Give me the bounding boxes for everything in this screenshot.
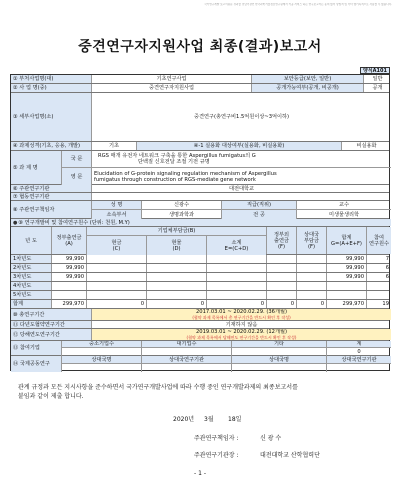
budget-gov-header xyxy=(51,227,86,254)
gov-header-line-2: (A) xyxy=(65,240,73,247)
gov-header-line-1: 정부출연금 xyxy=(56,234,82,241)
people-cell: 6 xyxy=(366,273,391,281)
othergov-cell xyxy=(266,264,296,272)
othergov-header-line-3: (F) xyxy=(277,243,286,250)
pi-department-value: 생명과학과 xyxy=(141,210,221,219)
budget-inkind-header xyxy=(146,236,206,255)
project-nature-label: ④ 과제성격(기초, 응용, 개발) xyxy=(11,142,91,150)
institution-head-label: 주관연구기관장 : xyxy=(194,452,239,459)
partner-cell xyxy=(296,282,326,290)
total-period-value xyxy=(91,309,391,320)
total-people-cell: 19 xyxy=(366,300,391,308)
year-cell: 1차년도 xyxy=(11,255,51,263)
pi-position-value: 교수 xyxy=(296,201,391,210)
othergov-cell xyxy=(266,282,296,290)
budget-section-title: ⑨ 연구개발비 및 참여연구원수 (단위: 천원, M.Y) xyxy=(18,219,130,226)
budget-cash-header xyxy=(86,236,146,255)
cash-cell xyxy=(86,273,146,281)
row-program-name xyxy=(11,84,389,93)
project-title-label: ⑤ 과 제 명 xyxy=(11,151,61,184)
submission-statement-line-1: 관계 규정과 모든 지시사항을 준수하면서 국가연구개발사업에 따라 수행 중인 연구개발과제의 최종보고서를 xyxy=(18,384,298,391)
subtotal-cell xyxy=(206,291,266,299)
people-cell xyxy=(366,282,391,290)
row-ministry-program xyxy=(11,75,389,84)
date-day: 18일 xyxy=(228,416,242,423)
sme-count-header: 중소기업수 xyxy=(61,341,141,348)
pi-name-value: 신광수 xyxy=(141,201,221,210)
program-name-value: 중견연구자지원사업 xyxy=(91,84,251,92)
partner-institute-value-1 xyxy=(141,364,231,372)
table-row xyxy=(11,291,389,300)
institution-head-name: 대전대학교 산학협력단 xyxy=(260,452,320,459)
pi-signature-label: 주관연구책임자 : xyxy=(194,435,239,442)
sub-program-value: 중견연구(총연구비1.5억원이상~3억이하) xyxy=(91,93,391,141)
total-period-note: (협약 과제 목록에서 총 연구기간을 반드시 확인 후 작성) xyxy=(192,315,291,320)
partner-institution-label: ⑦ 협동연구기관 xyxy=(11,193,91,200)
total-sum-cell: 299,970 xyxy=(326,300,366,308)
cash-cell xyxy=(86,291,146,299)
year-cell: 2차년도 xyxy=(11,264,51,272)
othergov-header-line-2: 출연금 xyxy=(273,237,290,244)
date-month: 3월 xyxy=(204,416,214,423)
pi-major-label: 전 공 xyxy=(221,210,296,219)
partner-institution-value xyxy=(91,193,391,200)
total-inkind-cell: 0 xyxy=(146,300,206,308)
current-period-note: (협약 과제 목록에서 당해연도 연구기간을 반드시 확인 후 작성) xyxy=(186,335,297,340)
row-sub-program xyxy=(11,93,389,142)
othergov-cell xyxy=(266,255,296,263)
people-cell: 6 xyxy=(366,264,391,272)
total-cash-cell: 0 xyxy=(86,300,146,308)
row-principal-investigator xyxy=(11,201,389,219)
inkind-cell xyxy=(146,291,206,299)
total-gov-cell: 299,970 xyxy=(51,300,86,308)
korean-title-line-2: 단백질 신호전달 조절 기전 규명 xyxy=(138,159,210,165)
othergov-header-line-1: 정부외 xyxy=(273,231,290,238)
sum-cell xyxy=(326,291,366,299)
sum-cell: 99,990 xyxy=(326,255,366,263)
table-row xyxy=(11,255,389,264)
inkind-cell xyxy=(146,264,206,272)
inkind-cell xyxy=(146,255,206,263)
other-company-header: 기타 xyxy=(231,341,326,348)
security-level-value: 일반 xyxy=(363,75,391,83)
other-company-value xyxy=(231,348,326,356)
cash-header-line-1: 현금 xyxy=(111,239,122,246)
pi-position-label: 직급(직위) xyxy=(221,201,296,210)
inkind-cell xyxy=(146,282,206,290)
row-current-period xyxy=(11,329,389,341)
english-title-value xyxy=(91,168,391,185)
korean-title-value xyxy=(91,151,391,168)
row-lead-institution xyxy=(11,185,389,193)
total-period-label: ⑩ 총연구기간 xyxy=(11,309,91,320)
row-international-collab xyxy=(11,356,389,372)
year-cell: 5차년도 xyxy=(11,291,51,299)
commercialization-value: 비실용화 xyxy=(341,142,391,150)
pi-name-label: 성 명 xyxy=(91,201,141,210)
year-cell: 3차년도 xyxy=(11,273,51,281)
partner-cell xyxy=(296,255,326,263)
subtotal-cell xyxy=(206,282,266,290)
page-number: - 1 - xyxy=(194,470,206,477)
table-total-row xyxy=(11,300,389,309)
subtotal-cell xyxy=(206,273,266,281)
row-project-nature xyxy=(11,142,389,151)
commercialization-label: ④-1 실용화 대상여부(실용화, 비실용화) xyxy=(136,142,341,150)
people-cell: 7 xyxy=(366,255,391,263)
partner-country-value-1 xyxy=(61,364,141,372)
disclosure-value: 공개 xyxy=(363,84,391,92)
sum-header-line-2: G=(A+E+F) xyxy=(331,240,362,247)
partner-cell xyxy=(296,291,326,299)
multiyear-period-value: 기재하지 않음 xyxy=(91,321,391,328)
korean-title-label: 국 문 xyxy=(61,151,91,168)
project-nature-value: 기초 xyxy=(91,142,136,150)
large-company-value xyxy=(141,348,231,356)
total-partner-cell: 0 xyxy=(296,300,326,308)
report-form-table xyxy=(10,74,390,371)
budget-people-header xyxy=(366,227,391,254)
gov-cell xyxy=(51,291,86,299)
cash-header-line-2: (C) xyxy=(112,245,121,252)
pi-signature-name: 신 광 수 xyxy=(260,435,282,442)
pi-department-label: 소속부서 xyxy=(91,210,141,219)
inkind-header-line-2: (D) xyxy=(172,245,181,252)
total-label-cell: 합계 xyxy=(11,300,51,308)
company-total-value: 0 xyxy=(326,348,391,356)
year-cell: 4차년도 xyxy=(11,282,51,290)
row-project-title xyxy=(11,151,389,185)
budget-corp-header: 기업체부담금(B) xyxy=(86,227,266,236)
partner-institute-value-2 xyxy=(326,364,391,372)
pi-major-value: 미생물생리학 xyxy=(296,210,391,219)
korean-title-line-1: RGS 매개 유전자 네트워크 구축을 통한 Aspergillus fumigatus의 G xyxy=(98,153,256,159)
lead-institution-label: ⑥ 주관연구기관 xyxy=(11,185,91,192)
multiyear-period-label: ⑪ 다년도협약연구기간 xyxy=(11,321,91,328)
partner-country-header-1: 상대국명 xyxy=(61,356,141,364)
budget-subtotal-header xyxy=(206,236,266,255)
row-budget-header xyxy=(11,219,389,227)
gov-cell: 99,990 xyxy=(51,273,86,281)
partner-header-line-2: 부담금 xyxy=(303,237,320,244)
sub-program-label: ③ 세부사업명(소) xyxy=(11,93,91,141)
partner-country-header-2: 상대국명 xyxy=(231,356,326,364)
english-title-line-2: fumigatus through construction of RGS-mediate gene network xyxy=(94,176,256,183)
total-period-dates: 2017.03.01 ~ 2020.02.29. (36개월) xyxy=(195,309,288,315)
people-header-line-2: 연구원수 xyxy=(368,240,390,247)
table-row xyxy=(11,273,389,282)
total-subtotal-cell: 0 xyxy=(206,300,266,308)
budget-section-header xyxy=(11,219,391,226)
sme-count-value xyxy=(61,348,141,356)
security-level-label: 보안등급(보안, 일반) xyxy=(251,75,363,83)
partner-country-value-2 xyxy=(231,364,326,372)
othergov-cell xyxy=(266,273,296,281)
partner-institute-header-1: 상대국연구기관 xyxy=(141,356,231,364)
international-label: ⑭ 국제공동연구 xyxy=(11,356,61,372)
row-multiyear-period xyxy=(11,321,389,329)
partner-cell xyxy=(296,273,326,281)
row-total-period xyxy=(11,309,389,321)
date-year: 2020년 xyxy=(173,416,195,423)
total-othergov-cell: 0 xyxy=(266,300,296,308)
current-period-value xyxy=(91,329,391,340)
subtotal-cell xyxy=(206,264,266,272)
cash-cell xyxy=(86,264,146,272)
sum-header-line-1: 합계 xyxy=(341,234,352,241)
company-total-header: 계 xyxy=(326,341,391,348)
disclosure-label: 공개가능여부(공개, 비공개) xyxy=(251,84,363,92)
large-company-header: 대기업수 xyxy=(141,341,231,348)
table-row xyxy=(11,282,389,291)
table-row xyxy=(11,264,389,273)
companies-label: ⑬ 참여기업 xyxy=(11,341,61,355)
budget-year-header: 년 도 xyxy=(11,227,51,254)
ministry-program-value: 기초연구사업 xyxy=(91,75,251,83)
subtotal-header-line-1: 소계 xyxy=(231,239,242,246)
cash-cell xyxy=(86,255,146,263)
subtotal-header-line-2: E=(C+D) xyxy=(224,245,249,252)
english-title-label: 영 문 xyxy=(61,168,91,185)
people-cell xyxy=(366,291,391,299)
sum-cell: 99,990 xyxy=(326,264,366,272)
partner-header-line-1: 상대국 xyxy=(303,231,320,238)
current-period-dates: 2019.03.01 ~ 2020.02.29. (12개월) xyxy=(195,329,288,335)
partner-cell xyxy=(296,264,326,272)
othergov-cell xyxy=(266,291,296,299)
submission-statement-line-2: 붙임과 같이 제출 합니다. xyxy=(18,393,84,400)
copyright-notice: 국가연구개발 보고서원문 성과물 전담기관인 한국과학기술정보연구원에서 가공·서비스 하는 연구보고서는 동의 없이 상업적 및 기타 영리목적으로 사용할 수 없습니다. xyxy=(204,3,392,6)
current-period-label: ⑫ 당해연도연구기간 xyxy=(11,329,91,340)
budget-partner-header xyxy=(296,227,326,254)
partner-institute-header-2: 상대국연구기관 xyxy=(326,356,391,364)
budget-table-header xyxy=(11,227,389,255)
people-header-line-1: 참여 xyxy=(373,234,384,241)
budget-sum-header xyxy=(326,227,366,254)
english-title-line-1: Elucidation of G-protein signaling regulation mechanism of Aspergillus xyxy=(94,170,277,177)
submission-statement xyxy=(18,383,390,401)
lead-institution-value: 대전대학교 xyxy=(91,185,391,192)
program-name-label: ② 사 업 명(중) xyxy=(11,84,91,92)
row-participating-companies xyxy=(11,341,389,356)
gov-cell: 99,990 xyxy=(51,255,86,263)
subtotal-cell xyxy=(206,255,266,263)
form-code-badge: 양식A101 xyxy=(360,67,390,74)
principal-investigator-label: ⑧ 주관연구책임자 xyxy=(11,201,91,218)
ministry-program-label: ① 부처사업명(대) xyxy=(11,75,91,83)
partner-header-line-3: (F) xyxy=(307,243,316,250)
sum-cell: 99,990 xyxy=(326,273,366,281)
budget-othergov-header xyxy=(266,227,296,254)
sum-cell xyxy=(326,282,366,290)
gov-cell xyxy=(51,282,86,290)
gov-cell: 99,990 xyxy=(51,264,86,272)
page-title: 중견연구자지원사업 최종(결과)보고서 xyxy=(78,39,322,55)
circled-number-icon: ● xyxy=(13,219,18,226)
inkind-cell xyxy=(146,273,206,281)
cash-cell xyxy=(86,282,146,290)
inkind-header-line-1: 현물 xyxy=(171,239,182,246)
row-partner-institution xyxy=(11,193,389,201)
